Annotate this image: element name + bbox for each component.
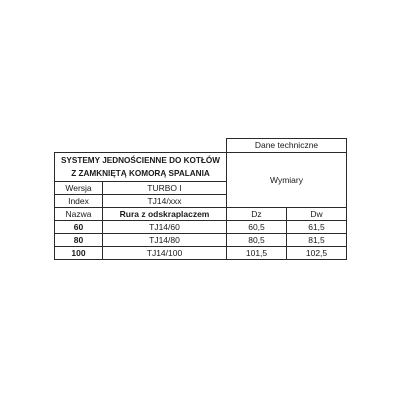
- blank-corner: [55, 139, 227, 153]
- title-line-2: Z ZAMKNIĘTĄ KOMORĄ SPALANIA: [71, 169, 210, 178]
- index-label: Index: [55, 195, 103, 208]
- row-dw: 61,5: [287, 221, 347, 234]
- title-line-1: SYSTEMY JEDNOŚCIENNE DO KOTŁÓW: [60, 156, 221, 165]
- index-value: TJ14/xxx: [103, 195, 227, 208]
- table-title: [55, 153, 227, 182]
- row-dz: 60,5: [227, 221, 287, 234]
- wersja-label: Wersja: [55, 182, 103, 195]
- wymiary-header: Wymiary: [227, 153, 347, 208]
- dw-label: Dw: [287, 208, 347, 221]
- row-size: 80: [55, 234, 103, 247]
- row-code: TJ14/100: [103, 247, 227, 260]
- row-code: TJ14/80: [103, 234, 227, 247]
- table-row: [55, 234, 347, 247]
- nazwa-value: Rura z odskraplaczem: [103, 208, 227, 221]
- nazwa-label: Nazwa: [55, 208, 103, 221]
- row-dz: 80,5: [227, 234, 287, 247]
- row-size: 100: [55, 247, 103, 260]
- row-dz: 101,5: [227, 247, 287, 260]
- row-size: 60: [55, 221, 103, 234]
- table-row: [55, 221, 347, 234]
- row-dw: 102,5: [287, 247, 347, 260]
- row-dw: 81,5: [287, 234, 347, 247]
- dane-techniczne-header: Dane techniczne: [227, 139, 347, 153]
- technical-data-table: [54, 138, 347, 260]
- dz-label: Dz: [227, 208, 287, 221]
- wersja-value: TURBO I: [103, 182, 227, 195]
- table-row: [55, 247, 347, 260]
- row-code: TJ14/60: [103, 221, 227, 234]
